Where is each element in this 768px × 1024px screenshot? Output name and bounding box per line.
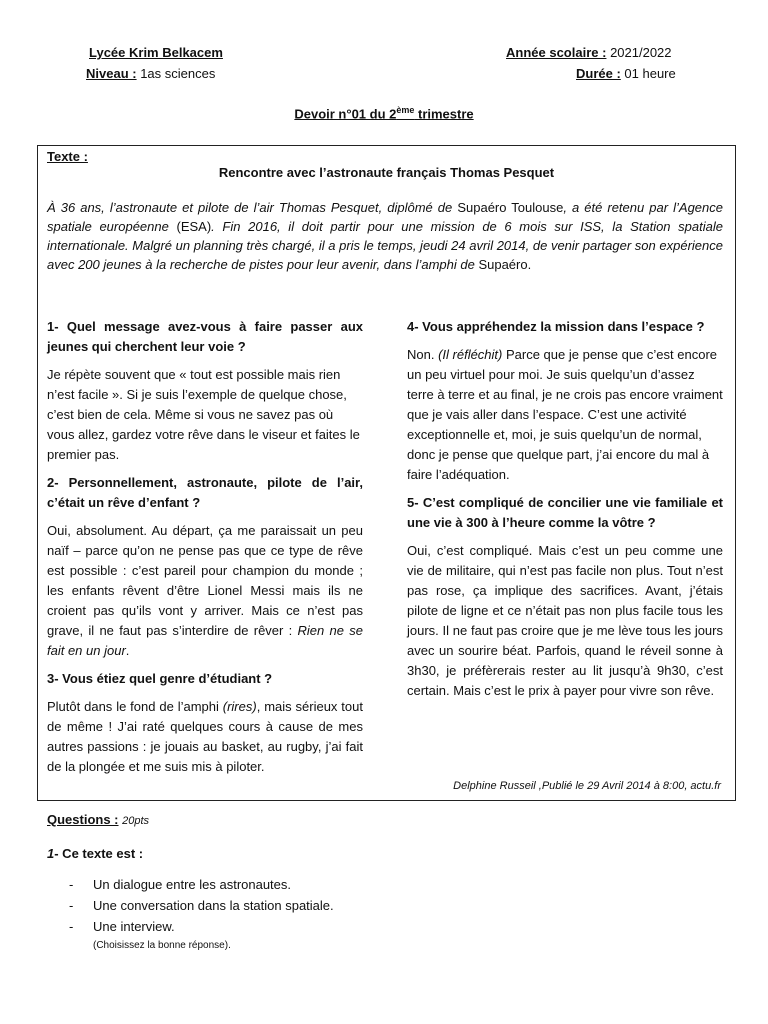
answer-3-post: , mais sérieux tout de même ! J’ai raté quelques cours à cause de mes autres passions : je jouais au basket, au rugby, j’ai fait de la plongée et me suis mis à piloter. xyxy=(47,699,363,774)
option-2 xyxy=(69,898,334,913)
option-3-dash: - xyxy=(69,919,74,934)
duration xyxy=(576,66,676,81)
level-value: 1as sciences xyxy=(140,66,216,81)
answer-3-pre: Plutôt dans le fond de l’amphi xyxy=(47,699,223,714)
article-signature: Delphine Russeil ,Publié le 29 Avril 2014 à 8:00, actu.fr xyxy=(453,780,721,792)
duration-label: Durée : xyxy=(576,66,621,81)
intro-part-2: , a été retenu par l’Agence spatiale européenne xyxy=(47,200,723,234)
option-3-text: Une interview. xyxy=(93,919,175,934)
intro-school-2: Supaéro xyxy=(478,257,528,272)
intro-part-3: . Fin 2016, il doit partir pour une mission de 6 mois sur ISS, la Station spatiale internationale. Malgré un planning très chargé, il a pris le temps, jeudi 24 avril 2014, de venir partager son expérience avec 200 jeunes à la recherche de pistes pour leur avenir, dans l’amphi de xyxy=(47,219,723,272)
school-name: Lycée Krim Belkacem xyxy=(89,45,223,60)
school-year-label: Année scolaire : xyxy=(506,45,607,60)
question-item-1 xyxy=(47,846,143,861)
question-item-1-number: 1 xyxy=(47,846,55,861)
level-label: Niveau : xyxy=(86,66,137,81)
answer-3-italic: (rires) xyxy=(222,699,257,714)
level xyxy=(86,66,215,81)
answer-4-post: Parce que je pense que c’est encore un peu virtuel pour moi. Je suis quelqu’un d’assez terre à terre et au final, je ne crois pas encore vraiment que je vais aller dans l’espace. C’est une activité exceptionnelle et, moi, je suis quelqu’un de normal, donc je pense que quelque part, j’ai encore du mal à faire l’adéquation. xyxy=(407,347,723,482)
answer-4-pre: Non. xyxy=(407,347,439,362)
answer-1: Je répète souvent que « tout est possible mais rien n’est facile ». Si je suis l’exemple de quelque chose, c’est bien de cela. Même si vous ne savez pas où vous allez, gardez votre rêve dans le viseur et faites le premier pas. xyxy=(47,367,360,462)
article-title: Rencontre avec l’astronaute français Thomas Pesquet xyxy=(218,165,555,180)
question-item-1-text: - Ce texte est : xyxy=(54,846,144,861)
intro-end: . xyxy=(527,257,532,272)
questions-label: Questions : xyxy=(47,812,119,827)
answer-4-italic: (Il réfléchit) xyxy=(438,347,503,362)
exam-title-sup: ème xyxy=(396,105,415,115)
text-label: Texte : xyxy=(47,149,88,164)
option-3 xyxy=(69,919,175,934)
duration-value: 01 heure xyxy=(624,66,676,81)
left-column xyxy=(47,317,363,785)
question-3: 3- Vous étiez quel genre d’étudiant ? xyxy=(47,671,273,686)
right-column xyxy=(407,317,723,709)
answer-2-end: . xyxy=(125,643,130,658)
intro-esa: (ESA) xyxy=(176,219,212,234)
intro-school-1: Supaéro Toulouse xyxy=(457,200,564,215)
article-intro xyxy=(47,198,723,274)
answer-2-italic: Rien ne se fait en un jour xyxy=(47,623,364,658)
answer-5: Oui, c’est compliqué. Mais c’est un peu comme une vie de militaire, qui n’est pas facile non plus. Tout n’est pas rose, ça implique des sacrifices. Avant, j’étais pilote de ligne et ce n’était pas non plus facile tous les jours. Il ne faut pas croire que je me lève tous les jours avec un sourire béat. Parfois, quand le réveil sonne à 3h30, je préfèrerais rester au lit jusqu’à 9h30, c’est certain. Mais c’est le prix à payer pour vivre son rêve. xyxy=(407,543,723,698)
school-year-value: 2021/2022 xyxy=(610,45,672,60)
question-4: 4- Vous appréhendez la mission dans l’espace ? xyxy=(407,319,705,334)
question-2: 2- Personnellement, astronaute, pilote de l’air, c’était un rêve d’enfant ? xyxy=(47,475,363,510)
question-1: 1- Quel message avez-vous à faire passer aux jeunes qui cherchent leur voie ? xyxy=(47,319,363,354)
exam-title-pre: Devoir n°01 du 2 xyxy=(294,106,397,122)
answer-3 xyxy=(47,697,363,777)
questions-points: 20pts xyxy=(122,815,150,827)
option-1-dash: - xyxy=(69,877,74,892)
option-1 xyxy=(69,877,291,892)
question-5: 5- C’est compliqué de concilier une vie familiale et une vie à 300 à l’heure comme la vôtre ? xyxy=(407,495,723,530)
text-box xyxy=(37,145,736,801)
answer-2-main: Oui, absolument. Au départ, ça me paraissait un peu naïf – parce qu’on ne pense pas que ce type de rêve est possible : c’est pareil pour champion du monde ; les enfants rêvent d’être Lionel Messi mais ils ne croient pas qu’ils vont y arriver. Mais ce n’est pas grave, il ne faut pas s’interdire de rêver : xyxy=(47,523,363,638)
answer-instruction: (Choisissez la bonne réponse). xyxy=(93,940,231,951)
exam-title-post: trimestre xyxy=(414,106,474,122)
option-1-text: Un dialogue entre les astronautes. xyxy=(93,877,292,892)
option-2-dash: - xyxy=(69,898,74,913)
intro-part-1: À 36 ans, l’astronaute et pilote de l’air Thomas Pesquet, diplômé de xyxy=(47,200,458,215)
exam-title xyxy=(0,105,768,121)
answer-2 xyxy=(47,521,363,661)
option-2-text: Une conversation dans la station spatiale. xyxy=(93,898,334,913)
questions-heading xyxy=(47,812,737,827)
answer-4 xyxy=(407,345,723,485)
school-year xyxy=(506,45,672,60)
